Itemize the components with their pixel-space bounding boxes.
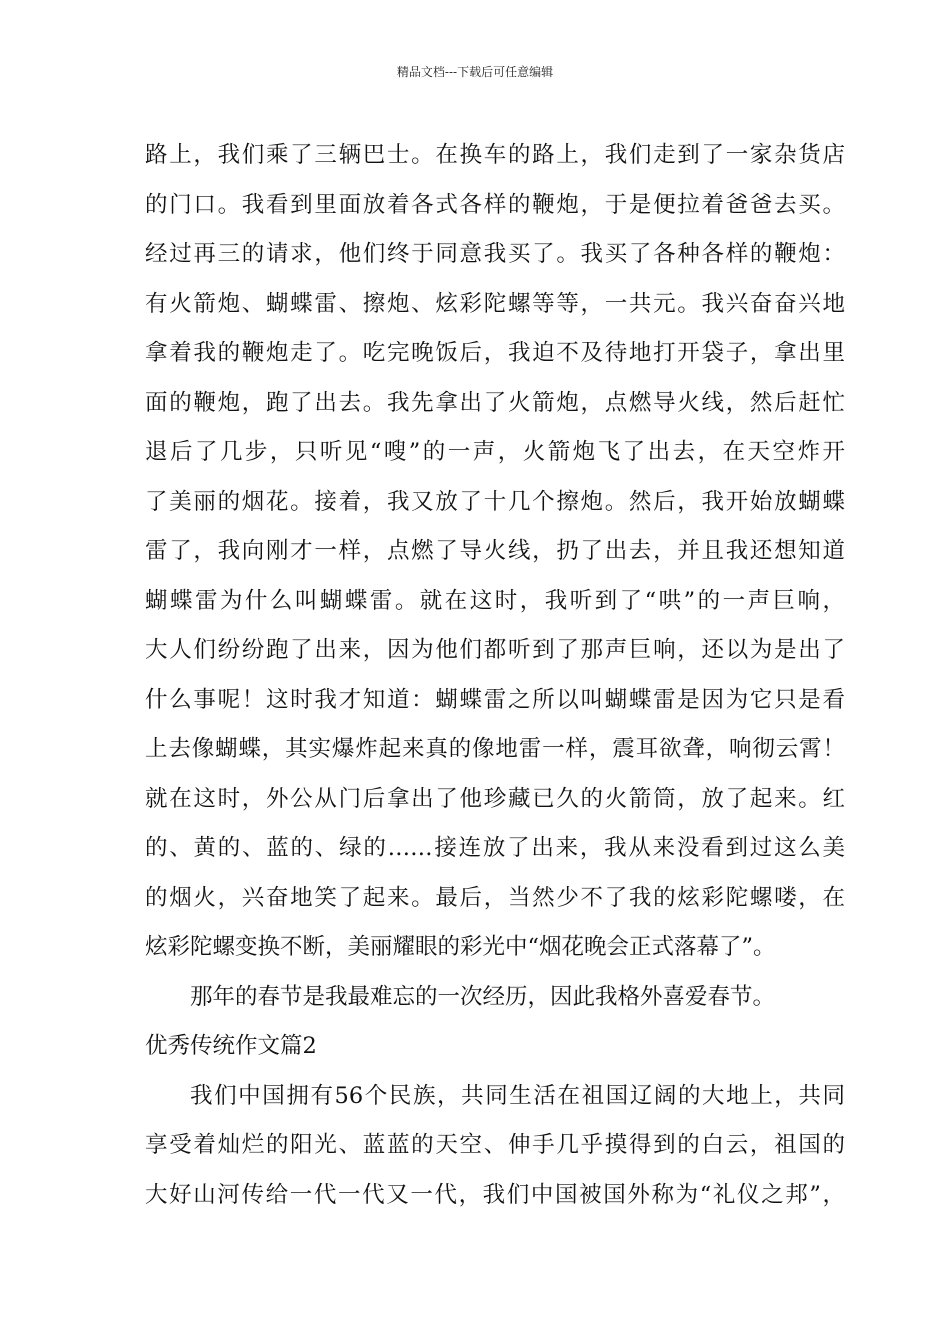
- document-body: [145, 131, 845, 1220]
- text-line: 上去像蝴蝶，其实爆炸起来真的像地雷一样，震耳欲聋，响彻云霄！: [145, 736, 845, 762]
- text-line: 的、黄的、蓝的、绿的……接连放了出来，我从来没看到过这么美: [145, 835, 845, 861]
- text-line: 那年的春节是我最难忘的一次经历，因此我格外喜爱春节。: [190, 983, 776, 1010]
- text-line: 大好山河传给一代一代又一代，我们中国被国外称为“礼仪之邦”，: [145, 1181, 845, 1208]
- section-heading: 优秀传统作文篇2: [145, 1033, 317, 1059]
- text-line: 大人们纷纷跑了出来，因为他们都听到了那声巨响，还以为是出了: [145, 637, 845, 663]
- text-line: 蝴蝶雷为什么叫蝴蝶雷。就在这时，我听到了“哄”的一声巨响，: [145, 587, 845, 614]
- text-line: 经过再三的请求，他们终于同意我买了。我买了各种各样的鞭炮：: [145, 241, 845, 267]
- text-line: 享受着灿烂的阳光、蓝蓝的天空、伸手几乎摸得到的白云，祖国的: [145, 1132, 845, 1158]
- paragraph-3: [145, 1072, 845, 1221]
- text-line: 的门口。我看到里面放着各式各样的鞭炮，于是便拉着爸爸去买。: [145, 191, 845, 218]
- text-line: 什么事呢！这时我才知道：蝴蝶雷之所以叫蝴蝶雷是因为它只是看: [145, 686, 845, 713]
- text-line: 我们中国拥有56个民族，共同生活在祖国辽阔的大地上，共同: [190, 1082, 845, 1109]
- text-line: 了美丽的烟花。接着，我又放了十几个擦炮。然后，我开始放蝴蝶: [145, 488, 845, 515]
- text-line: 面的鞭炮，跑了出去。我先拿出了火箭炮，点燃导火线，然后赶忙: [145, 389, 845, 416]
- text-line: 雷了，我向刚才一样，点燃了导火线，扔了出去，并且我还想知道: [145, 538, 845, 564]
- page-header: 精品文档---下载后可任意编辑: [396, 65, 554, 79]
- text-line: 有火箭炮、蝴蝶雷、擦炮、炫彩陀螺等等，一共元。我兴奋奋兴地: [145, 290, 845, 317]
- paragraph-2: [145, 973, 845, 1023]
- text-line: 退后了几步，只听见“嗖”的一声，火箭炮飞了出去，在天空炸开: [145, 439, 845, 465]
- text-line: 的烟火，兴奋地笑了起来。最后，当然少不了我的炫彩陀螺喽，在: [145, 884, 845, 911]
- text-line: 炫彩陀螺变换不断，美丽耀眼的彩光中“烟花晚会正式落幕了”。: [145, 934, 776, 960]
- text-line: 拿着我的鞭炮走了。吃完晚饭后，我迫不及待地打开袋子，拿出里: [145, 340, 845, 366]
- text-line: 就在这时，外公从门后拿出了他珍藏已久的火箭筒，放了起来。红: [145, 785, 845, 812]
- text-line: 路上，我们乘了三辆巴士。在换车的路上，我们走到了一家杂货店: [145, 142, 845, 168]
- paragraph-1: [145, 131, 845, 973]
